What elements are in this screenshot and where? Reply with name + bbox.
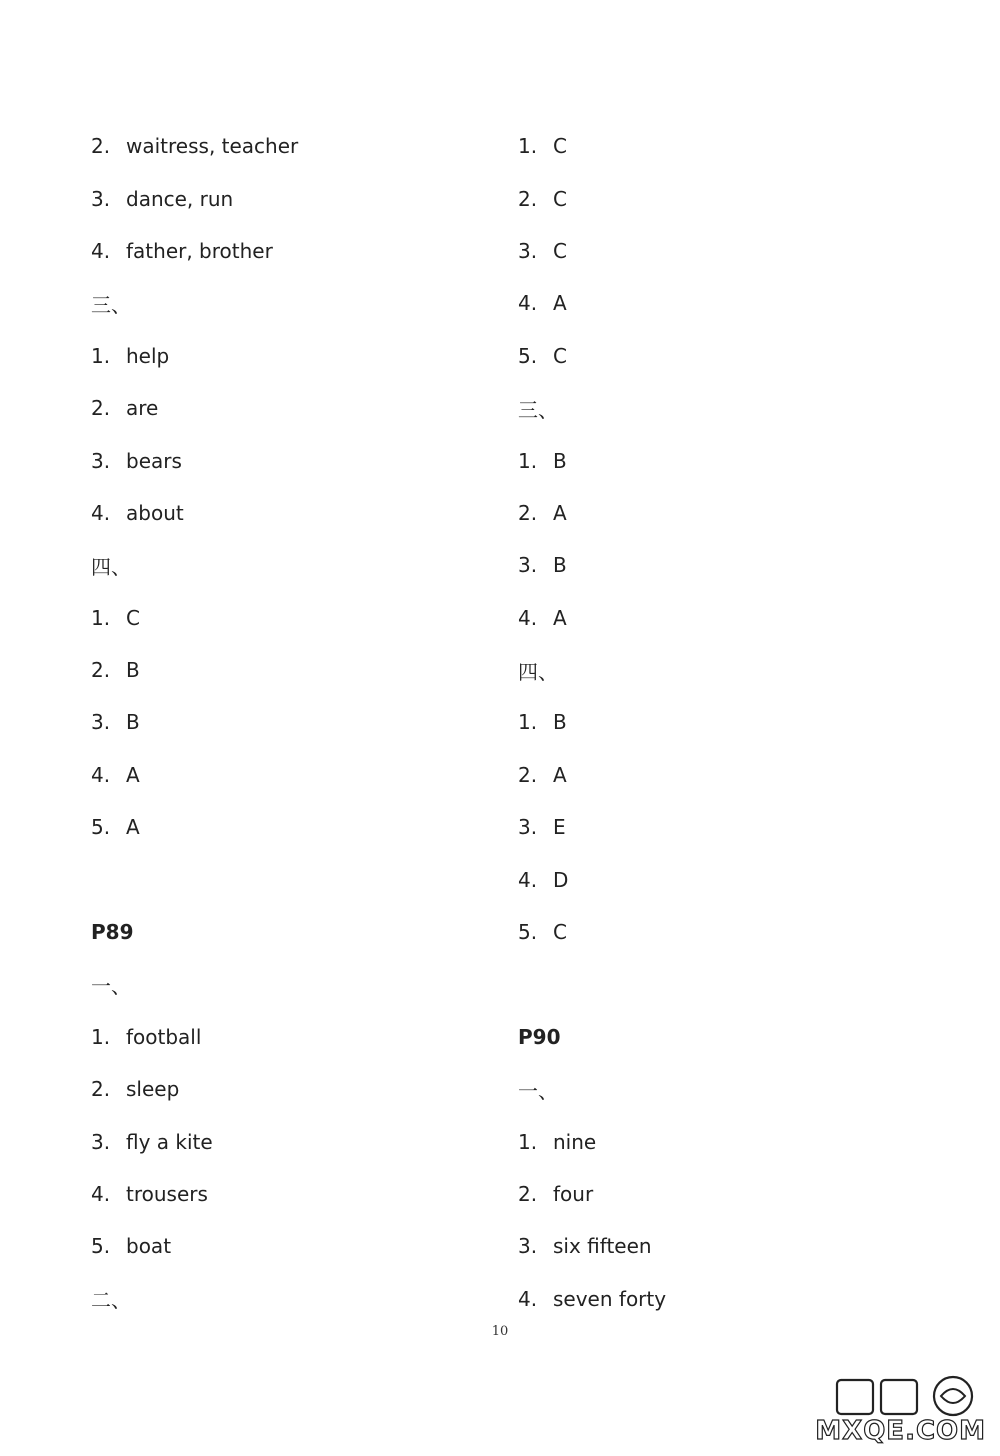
answer-number: 3.	[91, 448, 111, 473]
answer-text: B	[126, 710, 140, 735]
answer-text: E	[553, 815, 566, 840]
answer-number: 4.	[518, 291, 538, 316]
section-heading: 三、	[91, 292, 131, 317]
answer-item	[518, 853, 666, 905]
answer-number: 4.	[518, 1286, 538, 1311]
answer-number: 1.	[518, 1129, 538, 1154]
answer-number: 1.	[518, 710, 538, 735]
right-column	[518, 120, 666, 1325]
answer-number: 4.	[518, 605, 538, 630]
answer-number: 2.	[91, 134, 111, 159]
answer-text: waitress, teacher	[126, 134, 299, 159]
page-label: P89	[91, 920, 134, 945]
answer-text: C	[553, 186, 567, 211]
answer-number: 4.	[91, 762, 111, 787]
answer-text: B	[126, 658, 140, 683]
page-label: P90	[518, 1024, 561, 1049]
answer-item	[91, 330, 298, 382]
answer-number: 5.	[518, 920, 538, 945]
answer-number: 1.	[91, 1024, 111, 1049]
answer-number: 4.	[91, 1182, 111, 1206]
answer-text: four	[553, 1182, 594, 1206]
answer-text: help	[126, 343, 170, 368]
answer-item	[91, 1011, 298, 1063]
answer-number: 3.	[518, 815, 538, 840]
answer-item	[518, 330, 666, 382]
section-heading: 四、	[518, 659, 558, 684]
answer-item	[91, 1063, 298, 1115]
answer-text: six fifteen	[553, 1234, 652, 1259]
answer-item	[518, 120, 666, 172]
answer-text: trousers	[126, 1182, 208, 1206]
answer-number: 2.	[518, 186, 538, 211]
answer-text: nine	[553, 1129, 597, 1154]
answer-number: 4.	[518, 867, 538, 892]
answer-item	[91, 644, 298, 696]
answer-item	[91, 487, 298, 539]
answer-number: 2.	[91, 1077, 111, 1102]
answer-item	[518, 225, 666, 277]
answer-text: A	[553, 605, 567, 630]
answer-item	[518, 172, 666, 224]
answer-text: A	[126, 762, 140, 787]
answer-item	[91, 1220, 298, 1272]
answer-item	[518, 277, 666, 329]
answer-text: C	[553, 134, 567, 159]
answer-number: 4.	[91, 500, 111, 525]
answer-number: 4.	[91, 238, 111, 263]
answer-text: about	[126, 500, 184, 525]
answer-number: 3.	[91, 710, 111, 735]
answer-item	[91, 696, 298, 748]
answer-text: A	[553, 500, 567, 525]
watermark-text: MXQE.COM	[815, 1416, 986, 1446]
answer-text: football	[126, 1024, 202, 1049]
answer-text: seven forty	[553, 1286, 667, 1311]
answer-text: boat	[126, 1234, 172, 1259]
answer-number: 3.	[518, 553, 538, 578]
answer-text: bears	[126, 448, 182, 473]
answer-item	[518, 592, 666, 644]
answer-item	[91, 434, 298, 486]
answer-number: 5.	[91, 1234, 111, 1259]
section-heading: 四、	[91, 554, 131, 579]
answer-item	[91, 1115, 298, 1167]
answer-item	[518, 487, 666, 539]
answer-item	[518, 434, 666, 486]
answer-number: 1.	[518, 134, 538, 159]
answer-number: 5.	[91, 815, 111, 840]
answer-item	[91, 120, 298, 172]
answer-item	[518, 539, 666, 591]
answer-item	[91, 801, 298, 853]
answer-item	[518, 801, 666, 853]
answer-number: 5.	[518, 343, 538, 368]
answer-item	[91, 749, 298, 801]
left-column	[91, 120, 298, 1325]
section-heading: 一、	[518, 1078, 558, 1103]
answer-item	[91, 172, 298, 224]
answer-site-logo-icon	[817, 1370, 992, 1420]
answer-number: 2.	[518, 1182, 538, 1206]
answer-text: A	[553, 291, 567, 316]
answer-item	[518, 1168, 666, 1220]
answer-text: A	[553, 762, 567, 787]
answer-item	[518, 749, 666, 801]
answer-item	[518, 1220, 666, 1272]
blank-line	[518, 958, 666, 1010]
answer-text: C	[126, 605, 140, 630]
answer-text: A	[126, 815, 140, 840]
answer-item	[91, 1168, 298, 1220]
answer-number: 3.	[91, 1129, 111, 1154]
answer-text: B	[553, 448, 567, 473]
answer-number: 1.	[91, 605, 111, 630]
answer-number: 2.	[518, 500, 538, 525]
answer-number: 3.	[518, 238, 538, 263]
answer-number: 3.	[91, 186, 111, 211]
answer-item	[91, 592, 298, 644]
answer-number: 2.	[518, 762, 538, 787]
answer-item	[518, 906, 666, 958]
answer-text: B	[553, 553, 567, 578]
answer-item	[518, 696, 666, 748]
answer-text: C	[553, 920, 567, 945]
answer-item	[91, 225, 298, 277]
answer-number: 2.	[91, 396, 111, 421]
answer-text: C	[553, 343, 567, 368]
blank-line	[91, 853, 298, 905]
answer-text: D	[553, 867, 569, 892]
answer-text: sleep	[126, 1077, 180, 1102]
section-heading: 一、	[91, 973, 131, 998]
answer-text: B	[553, 710, 567, 735]
answer-text: father, brother	[126, 238, 273, 263]
answer-number: 2.	[91, 658, 111, 683]
answer-text: are	[126, 396, 159, 421]
section-heading: 二、	[91, 1288, 131, 1313]
answer-text: dance, run	[126, 186, 234, 211]
answer-item	[91, 382, 298, 434]
answer-item	[518, 1273, 666, 1325]
page-number: 10	[491, 1324, 509, 1339]
answer-item	[518, 1115, 666, 1167]
answer-text: fly a kite	[126, 1129, 213, 1154]
section-heading: 三、	[518, 397, 558, 422]
answer-number: 1.	[518, 448, 538, 473]
answer-text: C	[553, 238, 567, 263]
answer-number: 3.	[518, 1234, 538, 1259]
answer-number: 1.	[91, 343, 111, 368]
watermark	[817, 1370, 992, 1450]
